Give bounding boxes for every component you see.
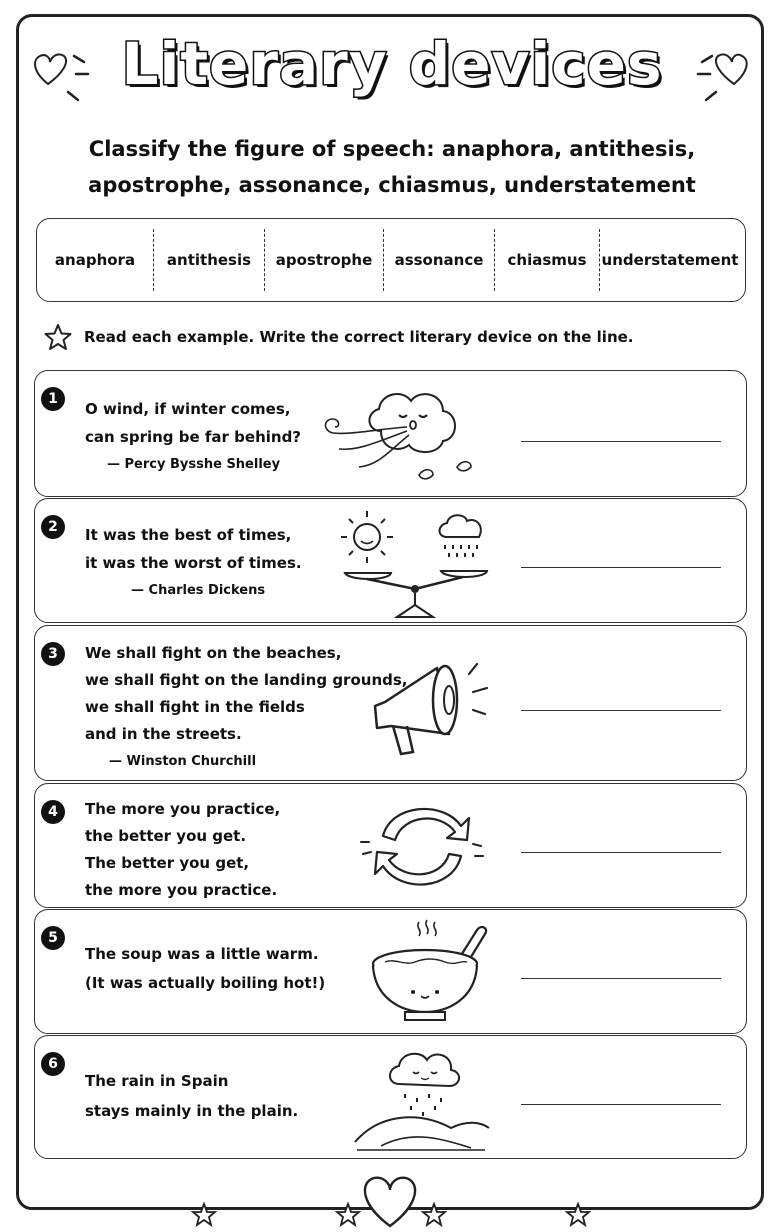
- title-block: [0, 30, 784, 98]
- answer-line[interactable]: [521, 1104, 721, 1105]
- instruction-text: Read each example. Write the correct literary device on the line.: [84, 328, 634, 346]
- quote-author: — Percy Bysshe Shelley: [107, 457, 281, 472]
- answer-line[interactable]: [521, 978, 721, 979]
- item-number: 4: [41, 800, 65, 824]
- item-number: 2: [41, 515, 65, 539]
- answer-line[interactable]: [521, 852, 721, 853]
- rain-cloud-icon: [351, 1042, 491, 1154]
- quote-line: It was the best of times,: [85, 526, 292, 544]
- cycle-arrows-icon: [357, 794, 487, 904]
- quote-line: it was the worst of times.: [85, 554, 302, 572]
- page-title: Literary devices: [121, 30, 663, 98]
- answer-line[interactable]: [521, 441, 721, 442]
- quote-line: we shall fight on the landing grounds,: [85, 671, 408, 689]
- quote-line: The more you practice,: [85, 800, 281, 818]
- exercise-card-3: [34, 625, 747, 781]
- quote-block: [85, 940, 325, 998]
- quote-line: O wind, if winter comes,: [85, 400, 291, 418]
- exercise-card-2: [34, 498, 747, 623]
- quote-line: can spring be far behind?: [85, 428, 302, 446]
- quote-block: [85, 521, 302, 605]
- subtitle-line-2: apostrophe, assonance, chiasmus, understatement: [88, 173, 696, 197]
- quote-line: The better you get,: [85, 854, 250, 872]
- word-bank-item: antithesis: [166, 251, 252, 269]
- quote-line: The soup was a little warm.: [85, 945, 319, 963]
- quote-block: [85, 796, 280, 904]
- item-number: 5: [41, 926, 65, 950]
- quote-block: [85, 1066, 298, 1126]
- exercise-card-6: [34, 1035, 747, 1159]
- word-bank-item: assonance: [394, 251, 484, 269]
- quote-author: — Winston Churchill: [109, 754, 257, 769]
- quote-author: — Charles Dickens: [131, 583, 266, 598]
- exercise-card-1: [34, 370, 747, 497]
- bottom-border-decoration: [186, 1168, 606, 1230]
- megaphone-icon: [365, 654, 495, 764]
- exercise-card-5: [34, 909, 747, 1034]
- word-bank-item: apostrophe: [275, 251, 373, 269]
- soup-bowl-icon: [365, 916, 495, 1028]
- exercise-card-4: [34, 783, 747, 908]
- quote-line: the better you get.: [85, 827, 247, 845]
- quote-block: [85, 640, 408, 775]
- word-bank-item: anaphora: [54, 251, 136, 269]
- instruction: [44, 322, 634, 352]
- item-number: 1: [41, 387, 65, 411]
- word-bank-item: understatement: [601, 251, 739, 269]
- quote-line: and in the streets.: [85, 725, 242, 743]
- quote-line: The rain in Spain: [85, 1072, 229, 1090]
- answer-line[interactable]: [521, 567, 721, 568]
- subtitle-line-1: Classify the figure of speech: anaphora, antithesis,: [88, 137, 696, 161]
- star-icon: [44, 323, 72, 351]
- word-bank: [36, 218, 746, 302]
- item-number: 6: [41, 1052, 65, 1076]
- item-number: 3: [41, 642, 65, 666]
- quote-line: stays mainly in the plain.: [85, 1102, 299, 1120]
- quote-block: [85, 395, 301, 479]
- wind-cloud-icon: [319, 379, 489, 489]
- quote-line: we shall fight in the fields: [85, 698, 305, 716]
- quote-line: (It was actually boiling hot!): [85, 974, 326, 992]
- answer-line[interactable]: [521, 710, 721, 711]
- balance-scale-icon: [339, 509, 499, 619]
- quote-line: We shall fight on the beaches,: [85, 644, 342, 662]
- word-bank-item: chiasmus: [507, 251, 587, 269]
- quote-line: the more you practice.: [85, 881, 278, 899]
